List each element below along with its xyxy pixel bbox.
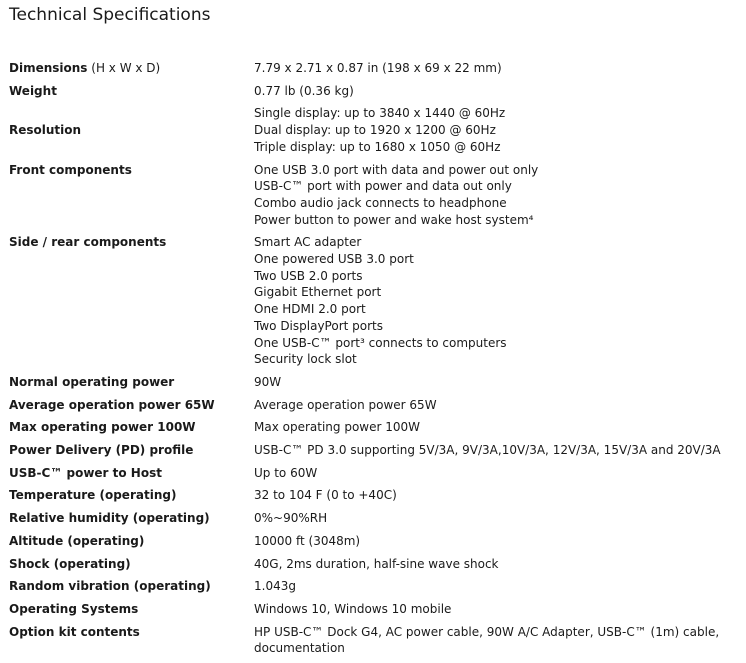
spec-label bbox=[9, 465, 162, 482]
spec-label-text: Option kit contents bbox=[9, 624, 140, 639]
spec-label-text: Weight bbox=[9, 83, 57, 98]
spec-row bbox=[9, 83, 739, 100]
spec-value-line: Two USB 2.0 ports bbox=[254, 268, 363, 283]
spec-row bbox=[9, 162, 739, 229]
spec-value bbox=[254, 556, 739, 573]
spec-row bbox=[9, 533, 739, 550]
spec-row bbox=[9, 60, 739, 77]
page-title: Technical Specifications bbox=[9, 5, 211, 25]
spec-value bbox=[254, 624, 739, 657]
spec-value-line: 40G, 2ms duration, half-sine wave shock bbox=[254, 556, 499, 571]
spec-value-line: Max operating power 100W bbox=[254, 420, 421, 435]
spec-label-text: Relative humidity (operating) bbox=[9, 511, 210, 526]
spec-value bbox=[254, 234, 739, 368]
spec-value-line: One USB-C™ port³ connects to computers bbox=[254, 335, 507, 350]
spec-value bbox=[254, 105, 739, 155]
spec-value-line: 32 to 104 F (0 to +40C) bbox=[254, 488, 397, 503]
spec-value-line: USB-C™ port with power and data out only bbox=[254, 179, 512, 194]
spec-label bbox=[9, 122, 81, 139]
spec-value bbox=[254, 397, 739, 414]
spec-value-line: Security lock slot bbox=[254, 352, 357, 367]
spec-value-line: Dual display: up to 1920 x 1200 @ 60Hz bbox=[254, 123, 496, 138]
spec-label bbox=[9, 442, 193, 459]
spec-value bbox=[254, 533, 739, 550]
spec-value bbox=[254, 419, 739, 436]
spec-label bbox=[9, 60, 160, 77]
spec-value-line: 90W bbox=[254, 374, 282, 389]
spec-value bbox=[254, 601, 739, 618]
spec-label-text: Dimensions bbox=[9, 61, 88, 75]
spec-label-text: Side / rear components bbox=[9, 235, 167, 250]
spec-value-line: One USB 3.0 port with data and power out only bbox=[254, 162, 539, 177]
spec-label-text: Average operation power 65W bbox=[9, 397, 215, 412]
spec-label bbox=[9, 419, 196, 436]
spec-label bbox=[9, 234, 166, 251]
spec-value-line: Average operation power 65W bbox=[254, 397, 437, 412]
spec-value-line: Two DisplayPort ports bbox=[254, 318, 383, 333]
spec-label-text: Altitude (operating) bbox=[9, 533, 145, 548]
spec-label-note: (H x W x D) bbox=[87, 61, 161, 75]
spec-value bbox=[254, 83, 739, 100]
spec-label bbox=[9, 601, 138, 618]
spec-value bbox=[254, 162, 739, 229]
spec-value bbox=[254, 374, 739, 391]
spec-label-text: Resolution bbox=[9, 123, 82, 138]
spec-value-line: 10000 ft (3048m) bbox=[254, 533, 361, 548]
spec-value-line: One powered USB 3.0 port bbox=[254, 252, 414, 267]
spec-value-line: documentation bbox=[254, 641, 345, 656]
spec-label-text: Front components bbox=[9, 162, 132, 177]
spec-value-line: 1.043g bbox=[254, 579, 296, 594]
spec-value-line: 0.77 lb (0.36 kg) bbox=[254, 83, 354, 98]
spec-row bbox=[9, 419, 739, 436]
spec-value bbox=[254, 465, 739, 482]
spec-label-text: USB-C™ power to Host bbox=[9, 465, 162, 480]
spec-value bbox=[254, 510, 739, 527]
spec-value-line: Power button to power and wake host system⁴ bbox=[254, 212, 534, 227]
spec-label bbox=[9, 374, 174, 391]
spec-row bbox=[9, 105, 739, 155]
spec-value-line: Gigabit Ethernet port bbox=[254, 285, 382, 300]
spec-row bbox=[9, 510, 739, 527]
spec-label bbox=[9, 556, 131, 573]
spec-value-line: Up to 60W bbox=[254, 465, 318, 480]
spec-row bbox=[9, 601, 739, 618]
spec-label bbox=[9, 83, 57, 100]
spec-row bbox=[9, 397, 739, 414]
spec-label bbox=[9, 397, 215, 414]
spec-label bbox=[9, 578, 211, 595]
spec-label-text: Temperature (operating) bbox=[9, 488, 177, 503]
spec-label bbox=[9, 510, 210, 527]
spec-label bbox=[9, 162, 132, 179]
spec-label bbox=[9, 533, 144, 550]
spec-value-line: Triple display: up to 1680 x 1050 @ 60Hz bbox=[254, 139, 501, 154]
spec-value-line: Single display: up to 3840 x 1440 @ 60Hz bbox=[254, 106, 506, 121]
spec-table bbox=[9, 60, 739, 663]
spec-row bbox=[9, 556, 739, 573]
spec-value-line: USB-C™ PD 3.0 supporting 5V/3A, 9V/3A,10V/3A, 12V/3A, 15V/3A and 20V/3A bbox=[254, 443, 721, 458]
spec-label bbox=[9, 624, 140, 641]
spec-row bbox=[9, 374, 739, 391]
spec-label-text: Max operating power 100W bbox=[9, 420, 196, 435]
spec-row bbox=[9, 234, 739, 368]
spec-row bbox=[9, 624, 739, 657]
spec-value bbox=[254, 442, 739, 459]
spec-label bbox=[9, 487, 176, 504]
spec-value-line: Combo audio jack connects to headphone bbox=[254, 195, 507, 210]
spec-value bbox=[254, 60, 739, 77]
spec-row bbox=[9, 578, 739, 595]
spec-value-line: 7.79 x 2.71 x 0.87 in (198 x 69 x 22 mm) bbox=[254, 61, 502, 75]
spec-row bbox=[9, 465, 739, 482]
spec-value-line: Windows 10, Windows 10 mobile bbox=[254, 601, 452, 616]
spec-label-text: Power Delivery (PD) profile bbox=[9, 443, 194, 458]
spec-value-line: Smart AC adapter bbox=[254, 235, 362, 250]
spec-row bbox=[9, 487, 739, 504]
spec-value-line: One HDMI 2.0 port bbox=[254, 302, 366, 317]
spec-label-text: Normal operating power bbox=[9, 374, 175, 389]
spec-value bbox=[254, 487, 739, 504]
spec-value-line: 0%~90%RH bbox=[254, 511, 328, 526]
spec-label-text: Operating Systems bbox=[9, 601, 139, 616]
spec-row bbox=[9, 442, 739, 459]
spec-value-line: HP USB-C™ Dock G4, AC power cable, 90W A/C Adapter, USB-C™ (1m) cable, bbox=[254, 624, 720, 639]
spec-label-text: Shock (operating) bbox=[9, 556, 131, 571]
spec-label-text: Random vibration (operating) bbox=[9, 579, 211, 594]
spec-value bbox=[254, 578, 739, 595]
